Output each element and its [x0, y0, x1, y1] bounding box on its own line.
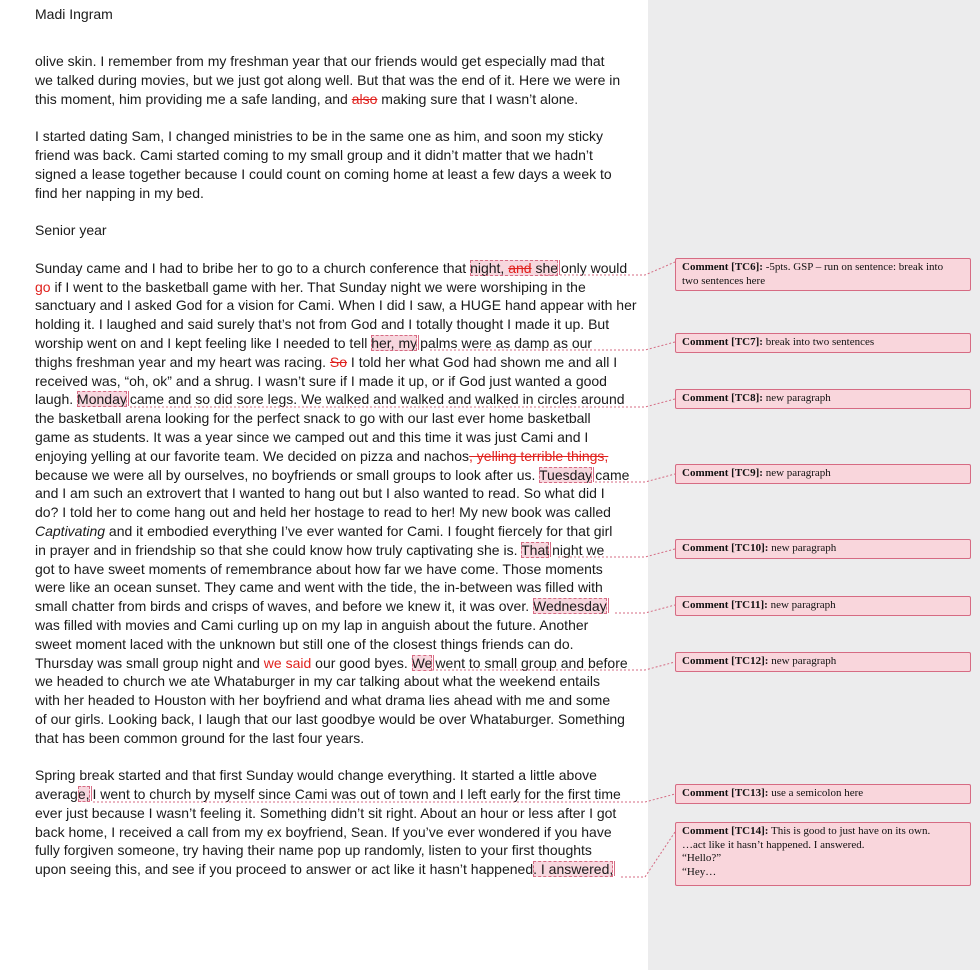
text-line: find her napping in my bed. — [35, 184, 204, 201]
text-line: of our girls. Looking back, I laugh that our last goodbye would be over Whataburger. Something — [35, 710, 625, 727]
text-run: thighs freshman year and my heart was racing. — [35, 353, 330, 370]
text-run: worship went on and I kept feeling like I needed to tell — [35, 334, 372, 351]
comment-anchor-tc7[interactable]: her, my — [371, 334, 418, 351]
comment-anchor-tc13[interactable]: e, — [77, 786, 90, 803]
text-run: night we — [552, 541, 605, 558]
text-line — [35, 654, 640, 673]
comment-text: This is good to just have on its own. — [768, 825, 931, 837]
comment-text: use a semicolon here — [768, 787, 864, 799]
text-line: olive skin. I remember from my freshman year that our friends would get especially mad that — [35, 53, 605, 69]
section-heading: Senior year — [35, 222, 107, 239]
text-run: only would — [561, 259, 628, 276]
comment-anchor-tc9[interactable]: Tuesday — [539, 466, 593, 483]
paragraph-1 — [35, 52, 640, 108]
text-run: came and so did sore legs. We walked and walked and walked in circles around — [129, 391, 625, 408]
text-line: and I am such an extrovert that I wanted to hang out but I also wanted to read. So what did I — [35, 485, 605, 502]
text-line: I started dating Sam, I changed ministries to be in the same one as him, and soon my sticky — [35, 128, 604, 145]
text-line — [35, 390, 640, 409]
tracked-deletion[interactable]: , yelling terrible things, — [469, 447, 609, 464]
text-line: Spring break started and that first Sunday would change everything. It started a little above — [35, 767, 597, 784]
text-run: making sure that I wasn’t alone. — [377, 90, 579, 107]
comment-bracket — [128, 391, 129, 406]
comment-text: new paragraph — [767, 599, 836, 611]
text-line: we headed to church we ate Whataburger in my car talking about what the weekend entails — [35, 673, 600, 690]
text-line: signed a lease together because I could count on coming home at least a few days a week to — [35, 165, 612, 182]
comment-anchor-tc8[interactable]: Monday — [77, 391, 127, 408]
comment-bracket — [559, 260, 560, 275]
text-run: small chatter from birds and crisps of waves, and before we knew it, it was over. — [35, 598, 533, 615]
tracked-deletion[interactable]: also — [351, 90, 378, 107]
text-run: I told her what God had shown me and all I — [347, 353, 618, 370]
paragraph-2 — [35, 127, 640, 202]
comment-anchor-tc10[interactable]: That — [521, 541, 550, 558]
text-line: fully forgiven someone, try having their name pop up randomly, listen to your first thoughts — [35, 842, 592, 859]
comment-label: Comment [TC12]: — [682, 655, 769, 667]
comment-anchor-tc14[interactable]: . I answered, — [533, 861, 614, 878]
text-run: went to small group and before — [435, 654, 628, 671]
comment-tc10[interactable] — [675, 539, 971, 559]
text-line: game as students. It was a year since we camped out and this time it was just Cami and I — [35, 428, 589, 445]
text-line: friend was back. Cami started coming to my small group and it didn’t matter that we hadn’t — [35, 146, 593, 163]
comment-label: Comment [TC6]: — [682, 261, 763, 273]
text-run: if I went to the basketball game with her. That Sunday night we were worshiping in the — [50, 278, 586, 295]
comment-bracket — [608, 598, 609, 613]
text-run: because we were all by ourselves, no boyfriends or small groups to look after us. — [35, 466, 539, 483]
comment-text: …act like it hasn’t happened. I answered. — [682, 838, 865, 851]
text-line — [35, 860, 640, 879]
text-line: received was, “oh, ok” and a shrug. I wasn’t sure if I made it up, or if God just wanted a good — [35, 372, 607, 389]
text-line — [35, 466, 640, 485]
text-run: night, — [470, 259, 509, 276]
comment-tc11[interactable] — [675, 596, 971, 616]
text-line — [35, 785, 640, 804]
text-line: ever just because I wasn’t feeling it. Something didn’t sit right. About an hour or less after I got — [35, 804, 617, 821]
comment-anchor-tc12[interactable]: We — [411, 654, 433, 671]
text-line: holding it. I laughed and said surely that’s not from God and I totally thought I made it up. But — [35, 316, 610, 333]
comment-text: new paragraph — [768, 542, 837, 554]
comment-bracket — [550, 542, 551, 557]
comment-label: Comment [TC10]: — [682, 542, 769, 554]
text-line — [35, 597, 640, 616]
text-line — [35, 522, 640, 541]
text-run: in prayer and in friendship so that she could know how truly captivating she is. — [35, 541, 522, 558]
text-line: with her headed to Houston with her boyfriend and what drama lies ahead with me and some — [35, 692, 611, 709]
tracked-deletion[interactable]: So — [329, 353, 348, 370]
comment-tc8[interactable] — [675, 389, 971, 409]
text-run: and it embodied everything I’ve ever wanted for Cami. I fought fiercely for that girl — [105, 522, 613, 539]
comment-label: Comment [TC7]: — [682, 336, 763, 348]
text-line — [35, 447, 640, 466]
document-body[interactable] — [35, 52, 640, 898]
text-run: laugh. — [35, 391, 78, 408]
comment-line — [682, 825, 964, 839]
comment-tc9[interactable] — [675, 464, 971, 484]
text-line: sanctuary and I asked God for a vision for Cami. When I did I saw, a HUGE hand appear with her — [35, 297, 637, 314]
comment-text: break into two sentences — [762, 336, 875, 348]
comment-tc12[interactable] — [675, 652, 971, 672]
text-line — [35, 278, 640, 297]
text-line — [35, 90, 640, 109]
comment-anchor-tc6[interactable] — [470, 260, 558, 276]
text-line — [35, 541, 640, 560]
text-line — [35, 334, 640, 353]
text-line: was filled with movies and Cami curling up on my lap in anguish about the future. Another — [35, 616, 589, 633]
tracked-deletion[interactable]: and — [508, 259, 532, 276]
text-line — [35, 259, 640, 278]
author-name: Madi Ingram — [35, 6, 113, 22]
comment-text: new paragraph — [768, 655, 837, 667]
text-line: we talked during movies, but we just got along well. But that was the end of it. Here we were in — [35, 71, 621, 88]
text-run: enjoying yelling at our favorite team. We decided on pizza and nachos — [35, 447, 470, 464]
paragraph-4 — [35, 766, 640, 879]
comment-text: two sentences here — [682, 274, 766, 287]
comment-line — [682, 261, 964, 275]
comment-bracket — [91, 786, 92, 801]
text-run: Sunday came and I had to bribe her to go to a church conference that — [35, 259, 471, 276]
text-line: sweet moment laced with the unknown but still one of the closest things friends can do. — [35, 635, 574, 652]
text-line: back home, I received a call from my ex boyfriend, Sean. If you’ve ever wondered if you have — [35, 823, 612, 840]
tracked-insertion[interactable]: go — [35, 278, 51, 295]
comment-text: -5pts. GSP – run on sentence: break into — [762, 261, 944, 273]
comment-tc6[interactable] — [675, 258, 971, 291]
text-line: that has been common ground for the last four years. — [35, 729, 365, 746]
comment-tc14[interactable] — [675, 822, 971, 886]
tracked-insertion[interactable]: we said — [263, 654, 312, 671]
comment-text: “Hey… — [682, 865, 717, 878]
comment-anchor-tc11[interactable]: Wednesday — [532, 598, 607, 615]
comment-label: Comment [TC9]: — [682, 467, 763, 479]
comment-bracket — [418, 335, 419, 350]
paragraph-3 — [35, 259, 640, 748]
text-line: the basketball arena looking for the perfect snack to go with our last ever home basketball — [35, 410, 591, 427]
text-line: got to have sweet moments of remembrance about how far we have come. Those moments — [35, 560, 603, 577]
text-line: were like an ocean sunset. They came and went with the tide, the in-between was filled with — [35, 579, 603, 596]
text-run: she — [531, 259, 559, 276]
comment-text: new paragraph — [762, 467, 831, 479]
text-line: do? I told her to come hang out and held her hostage to read to her! My new book was called — [35, 504, 611, 521]
comment-bracket — [614, 861, 615, 876]
text-run: upon seeing this, and see if you proceed to answer or act like it hasn’t happened — [35, 861, 534, 878]
text-run: averag — [35, 786, 78, 803]
text-run: this moment, him providing me a safe landing, and — [35, 90, 352, 107]
comment-tc7[interactable] — [675, 333, 971, 353]
text-line — [35, 353, 640, 372]
comment-label: Comment [TC14]: — [682, 825, 769, 837]
comment-tc13[interactable] — [675, 784, 971, 804]
comment-label: Comment [TC8]: — [682, 392, 763, 404]
text-run: came — [595, 466, 630, 483]
text-run: palms were as damp as our — [420, 334, 593, 351]
comment-text: “Hello?” — [682, 852, 722, 864]
comment-label: Comment [TC13]: — [682, 787, 769, 799]
text-run: our good byes. — [311, 654, 412, 671]
comment-text: new paragraph — [762, 392, 831, 404]
comment-label: Comment [TC11]: — [682, 599, 768, 611]
text-run: Thursday was small group night and — [35, 654, 264, 671]
text-run: I went to church by myself since Cami was out of town and I left early for the first time — [92, 786, 621, 803]
book-title: Captivating — [35, 522, 106, 539]
